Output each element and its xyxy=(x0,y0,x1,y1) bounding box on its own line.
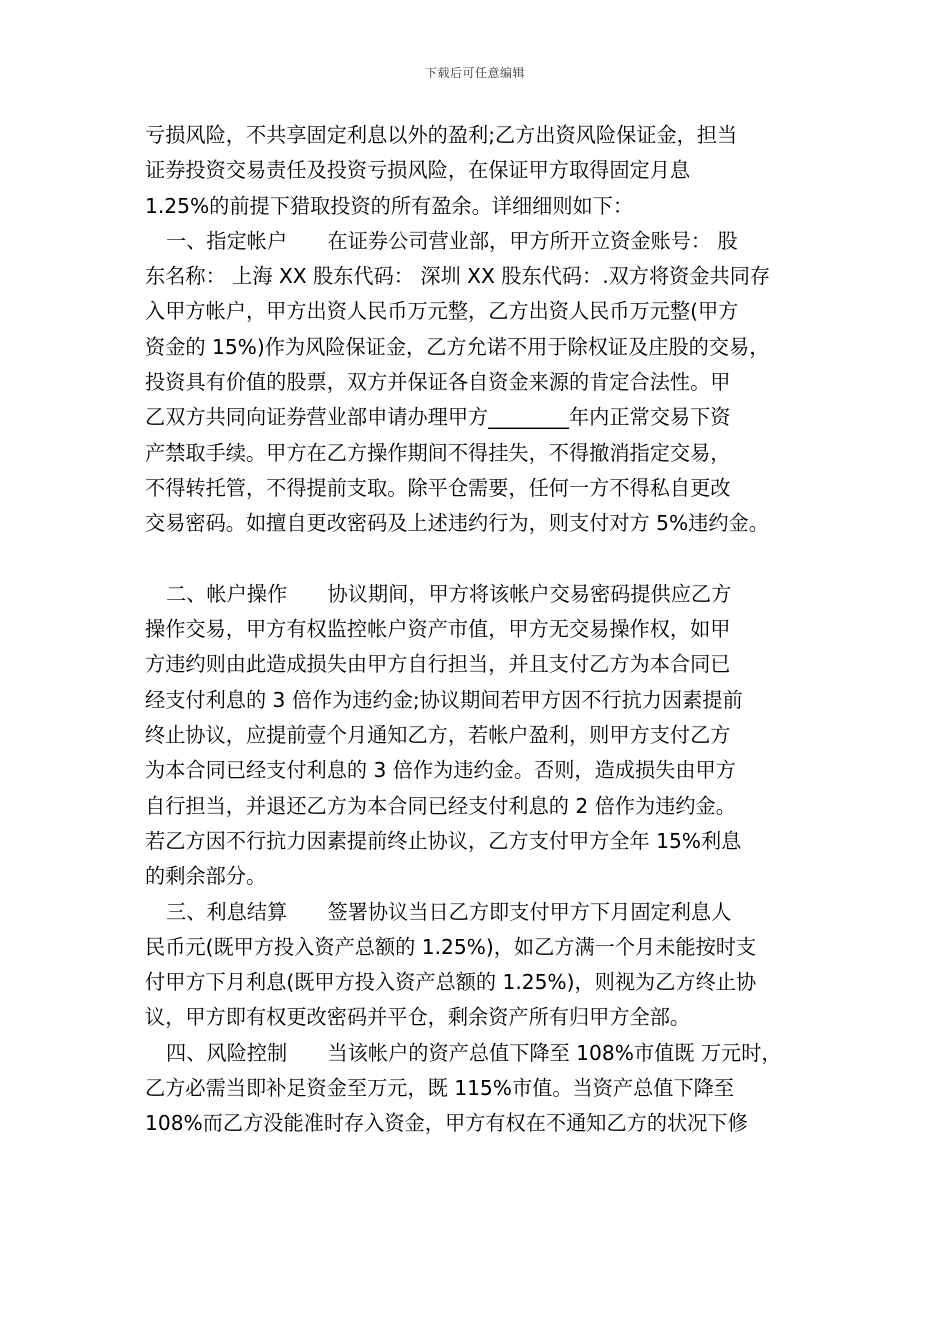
text-line: 108%而乙方没能准时存入资金，甲方有权在不通知乙方的状况下修 xyxy=(145,1111,748,1136)
text-line: 议，甲方即有权更改密码并平仓，剩余资产所有归甲方全部。 xyxy=(145,1005,691,1030)
text-line: 资金的 15%)作为风险保证金，乙方允诺不用于除权证及庄股的交易， xyxy=(145,334,770,359)
document-body xyxy=(145,118,815,1142)
text-line: 乙双方共同向证券营业部申请办理甲方________年内正常交易下资 xyxy=(145,405,731,430)
text-line: 自行担当，并退还乙方为本合同已经支付利息的 2 倍作为违约金。 xyxy=(145,793,736,818)
text-line: 乙方必需当即补足资金至万元，既 115%市值。当资产总值下降至 xyxy=(145,1076,735,1101)
text-line: 1.25%的前提下猎取投资的所有盈余。详细细则如下： xyxy=(145,193,634,218)
text-line: 投资具有价值的股票，双方并保证各自资金来源的肯定合法性。甲 xyxy=(145,370,731,395)
text-line: 入甲方帐户，甲方出资人民币万元整，乙方出资人民币万元整(甲方 xyxy=(145,299,739,324)
text-line: 民币元(既甲方投入资产总额的 1.25%)，如乙方满一个月未能按时支 xyxy=(145,934,757,959)
text-line: 的剩余部分。 xyxy=(145,864,267,889)
text-line: 不得转托管，不得提前支取。除平仓需要，任何一方不得私自更改 xyxy=(145,475,731,500)
paragraph-gap xyxy=(145,542,815,577)
text-line: 交易密码。如擅自更改密码及上述违约行为，则支付对方 5%违约金。 xyxy=(145,511,769,536)
section-heading-line: 三、利息结算 签署协议当日乙方即支付甲方下月固定利息人 xyxy=(166,899,732,924)
section-heading-line: 一、指定帐户 在证券公司营业部，甲方所开立资金账号： 股 xyxy=(166,228,738,253)
page-header: 下载后可任意编辑 xyxy=(424,66,525,80)
text-line: 证券投资交易责任及投资亏损风险，在保证甲方取得固定月息 xyxy=(145,158,691,183)
section-heading-line: 二、帐户操作 协议期间，甲方将该帐户交易密码提供应乙方 xyxy=(166,581,732,606)
text-line: 付甲方下月利息(既甲方投入资产总额的 1.25%)，则视为乙方终止协 xyxy=(145,970,757,995)
text-line: 终止协议，应提前壹个月通知乙方，若帐户盈利，则甲方支付乙方 xyxy=(145,723,731,748)
text-line: 操作交易，甲方有权监控帐户资产市值，甲方无交易操作权，如甲 xyxy=(145,617,731,642)
text-line: 亏损风险，不共享固定利息以外的盈利;乙方出资风险保证金，担当 xyxy=(145,123,738,147)
text-line: 若乙方因不行抗力因素提前终止协议，乙方支付甲方全年 15%利息 xyxy=(145,828,742,853)
text-line: 经支付利息的 3 倍作为违约金;协议期间若甲方因不行抗力因素提前 xyxy=(145,687,743,712)
text-line: 为本合同已经支付利息的 3 倍作为违约金。否则，造成损失由甲方 xyxy=(145,758,736,783)
text-line: 产禁取手续。甲方在乙方操作期间不得挂失，不得撤消指定交易， xyxy=(145,440,731,465)
section-heading-line: 四、风险控制 当该帐户的资产总值下降至 108%市值既 万元时， xyxy=(166,1040,782,1065)
text-line: 东名称： 上海 XX 股东代码： 深圳 XX 股东代码：.双方将资金共同存 xyxy=(145,264,771,289)
text-line: 方违约则由此造成损失由甲方自行担当，并且支付乙方为本合同已 xyxy=(145,652,731,677)
